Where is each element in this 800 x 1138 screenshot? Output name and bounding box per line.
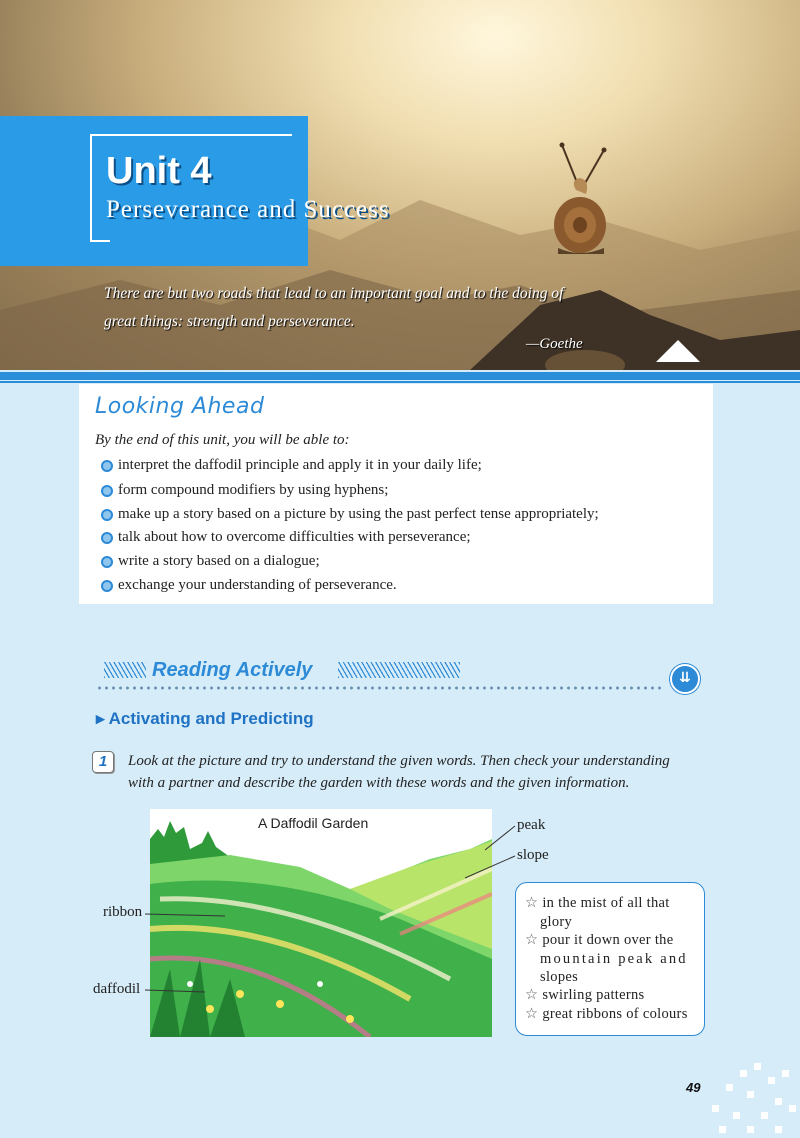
bullet-icon [101,485,113,497]
double-chevron-down-icon[interactable]: ⇊ [670,664,700,694]
bullet-icon [101,556,113,568]
divider [0,381,800,383]
goal-item: write a story based on a dialogue; [118,553,320,570]
phrase-item: mountain peak and [540,951,688,967]
phrase-item: ☆ swirling patterns [525,987,645,1003]
epigraph-quote [104,280,624,336]
phrase-item: ☆ great ribbons of colours [525,1006,688,1022]
corner-triangle-icon [656,340,700,362]
quote-line: There are but two roads that lead to an important goal and to the doing of [104,285,564,302]
label-leader-lines [145,820,525,1020]
phrase-item: ☆ pour it down over the [525,932,674,948]
label-slope: slope [517,847,549,863]
phrase-item: slopes [540,969,579,985]
snail-illustration [548,140,618,260]
star-icon: ☆ [525,987,539,1003]
label-daffodil: daffodil [93,981,141,997]
goal-item: exchange your understanding of perseverance. [118,577,397,594]
picture-title: A Daffodil Garden [258,815,369,831]
unit-number: Unit 4 [106,150,212,192]
section-title: Reading Actively [152,659,313,681]
goal-item: make up a story based on a picture by using the past perfect tense appropriately; [118,506,599,523]
task-instruction [128,750,718,794]
looking-ahead-title: Looking Ahead [95,394,265,419]
instruction-line: Look at the picture and try to understand the given words. Then check your understanding [128,753,670,769]
star-icon: ☆ [525,895,539,911]
bullet-icon [101,532,113,544]
page-number: 49 [686,1080,701,1095]
looking-ahead-intro: By the end of this unit, you will be able to: [95,432,350,448]
section-stripes [338,662,460,678]
bullet-icon [101,580,113,592]
label-peak: peak [517,817,546,833]
goal-item: interpret the daffodil principle and apply it in your daily life; [118,457,482,474]
unit-subtitle: Perseverance and Success [106,196,390,223]
dotted-divider [96,686,662,690]
goal-item: form compound modifiers by using hyphens; [118,482,388,499]
label-ribbon: ribbon [103,904,143,920]
divider [0,372,800,380]
bullet-icon [101,509,113,521]
quote-line: great things: strength and perseverance. [104,313,355,330]
subsection-title: ▸ Activating and Predicting [96,709,314,728]
section-stripes [104,662,146,678]
phrase-item: ☆ in the mist of all that [525,895,670,911]
instruction-line: with a partner and describe the garden with these words and the given information. [128,775,630,791]
quote-author: —Goethe [526,336,583,352]
bullet-icon [101,460,113,472]
goal-item: talk about how to overcome difficulties with perseverance; [118,529,471,546]
star-icon: ☆ [525,1006,539,1022]
task-number-badge: 1 [92,751,114,773]
phrase-item: glory [540,914,573,930]
star-icon: ☆ [525,932,539,948]
